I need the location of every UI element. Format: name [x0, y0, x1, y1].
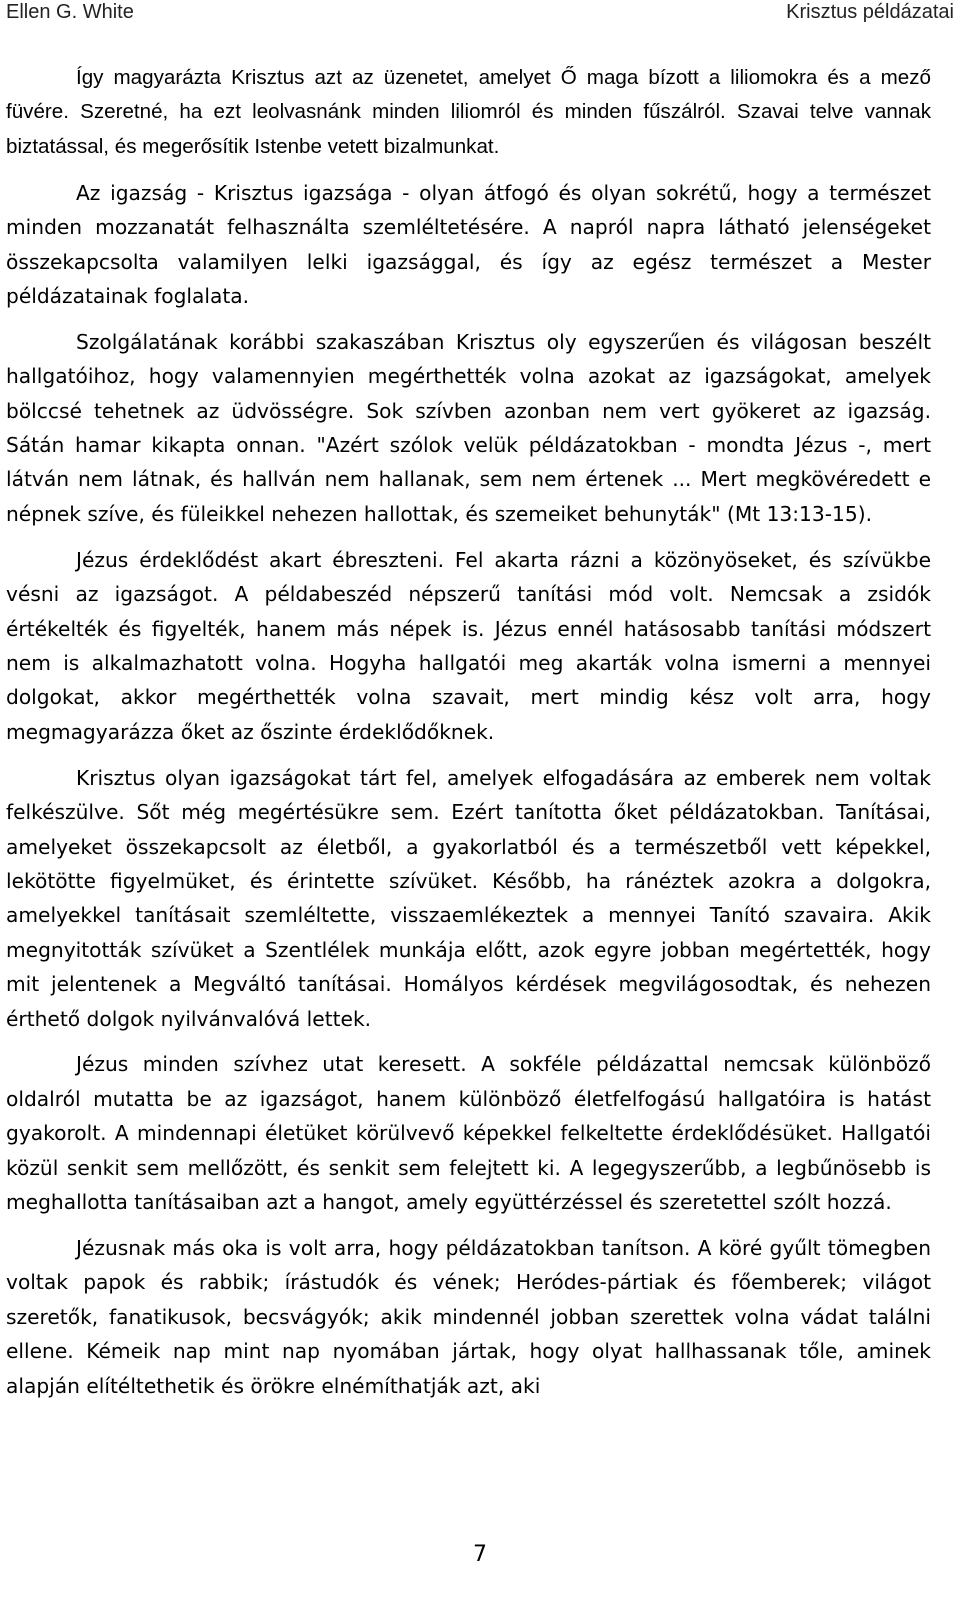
paragraph: Krisztus olyan igazságokat tárt fel, amelyek elfogadására az emberek nem voltak felkészülve. Sőt még megértésükre sem. Ezért tanította őket példázatokban. Tanításai, amelyeket összekapcsolt az életből, a gyakorlatból és a természetből vett képekkel, lekötötte figyelmüket, és érintette szívüket. Később, ha ránéztek azokra a dolgokra, amelyekkel tanításait szemléltette, visszaemlékeztek a mennyei Tanító szavaira. Akik megnyitották szívüket a Szentlélek munkája előtt, azok egyre jobban megértették, hogy mit jelentenek a Megváltó tanításai. Homályos kérdések megvilágosodtak, és nehezen érthető dolgok nyilvánvalóvá lettek. — [6, 765, 931, 1031]
book-title: Krisztus példázatai — [786, 1, 954, 23]
paragraph: Jézusnak más oka is volt arra, hogy példázatokban tanítson. A köré gyűlt tömegben voltak papok és rabbik; írástudók és vének; Heródes-pártiak és főemberek; világot szeretők, fanatikusok, becsvágyók; akik mindennél jobban szerettek volna vádat találni ellene. Kémeik nap mint nap nyomában jártak, hogy olyat hallhassanak tőle, aminek alapján elítéltethetik és örökre elnémíthatják azt, aki — [6, 1236, 931, 1398]
author-name: Ellen G. White — [6, 1, 134, 23]
paragraph: Szolgálatának korábbi szakaszában Krisztus oly egyszerűen és világosan beszélt hallgatóihoz, hogy valamennyien megérthették volna azokat az igazságokat, amelyek bölccsé tehetnek az üdvösségre. Sok szívben azonban nem vert gyökeret az igazság. Sátán hamar kikapta onnan. "Azért szólok velük példázatokban - mondta Jézus -, mert látván nem látnak, és hallván nem hallanak, sem nem értenek ... Mert megkövéredett e népnek szíve, és füleikkel nehezen hallottak, és szemeiket behunyták" (Mt 13:13-15). — [6, 329, 931, 526]
paragraph: Jézus minden szívhez utat keresett. A sokféle példázattal nemcsak különböző oldalról mutatta be az igazságot, hanem különböző életfelfogású hallgatóira is hatást gyakorolt. A mindennapi életüket körülvevő képekkel felkeltette érdeklődésüket. Hallgatói közül senkit sem mellőzött, és senkit sem felejtett ki. A legegyszerűbb, a legbűnösebb is meghallotta tanításaiban azt a hangot, amely együttérzéssel és szeretettel szólt hozzá. — [6, 1052, 931, 1215]
paragraph: Így magyarázta Krisztus azt az üzenetet, amelyet Ő maga bízott a liliomokra és a mező füvére. Szeretné, ha ezt leolvasnánk minden liliomról és minden fűszálról. Szavai telve vannak biztatással, és megerősítik Istenbe vetett bizalmunkat. — [6, 66, 931, 158]
paragraph: Az igazság - Krisztus igazsága - olyan átfogó és olyan sokrétű, hogy a természet minden mozzanatát felhasználta szemléltetésére. A napról napra látható jelenségeket összekapcsolta valamilyen lelki igazsággal, és így az egész természet a Mester példázatainak foglalata. — [6, 180, 931, 308]
paragraph: Jézus érdeklődést akart ébreszteni. Fel akarta rázni a közönyöseket, és szívükbe vésni az igazságot. A példabeszéd népszerű tanítási mód volt. Nemcsak a zsidók értékelték és figyelték, hanem más népek is. Jézus ennél hatásosabb tanítási módszert nem is alkalmazhatott volna. Hogyha hallgatói meg akarták volna ismerni a mennyei dolgokat, akkor megérthették volna szavait, mert mindig kész volt arra, hogy megmagyarázza őket az őszinte érdeklődőknek. — [6, 547, 931, 744]
page-body — [6, 61, 931, 1415]
page-number: 7 — [473, 1542, 487, 1567]
running-header — [0, 0, 960, 24]
